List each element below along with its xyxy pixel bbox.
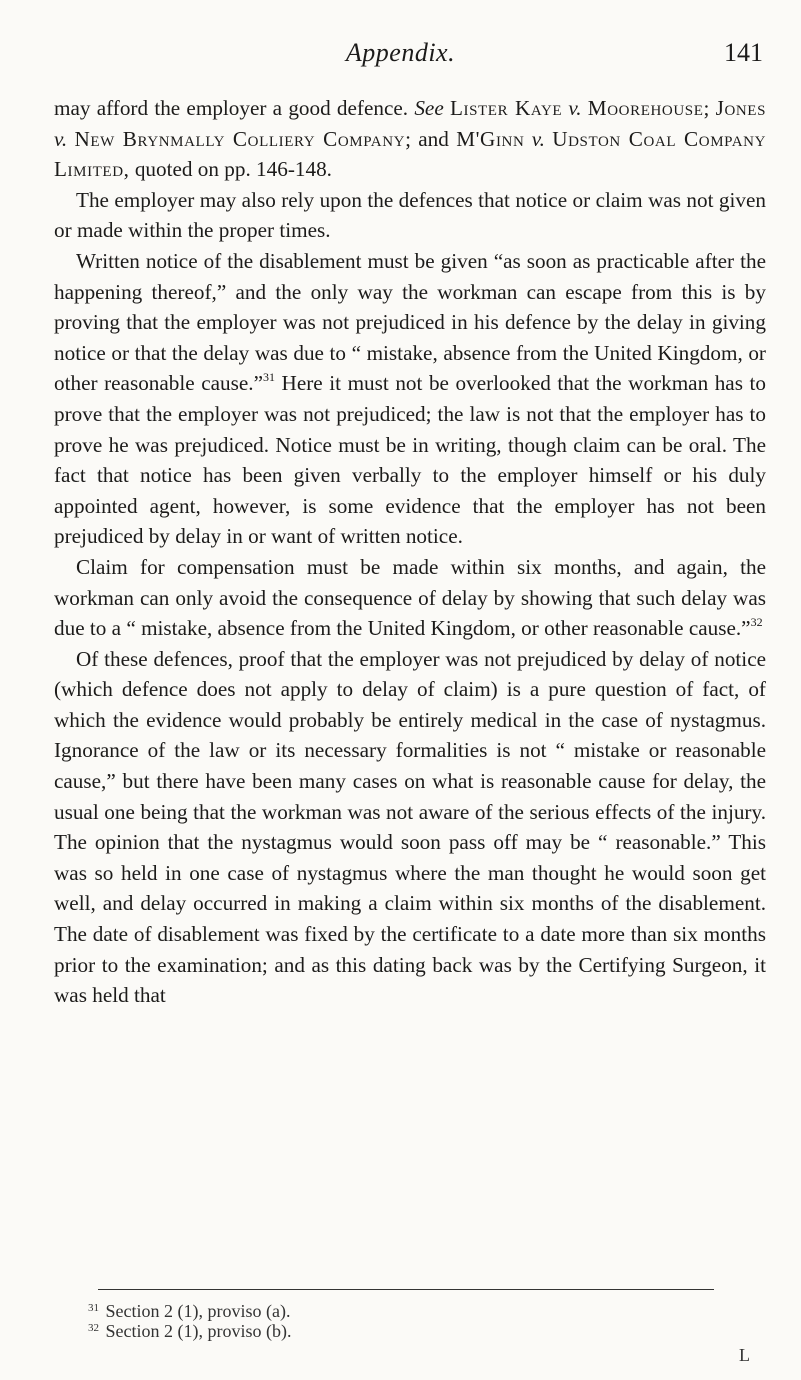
page-number: 141 — [724, 38, 763, 67]
text-run: Here it must not be overlooked that the workman has to prove that the employer was not prejudiced; the law is not that the employer has to prove he was prejudiced. Notice must be in writing, though claim can be oral. The fact that notice has been given verbally to the employer himself or his duly appointed agent, however, is some evidence that the employer has not been prejudiced by delay in or want of written notice. — [54, 371, 766, 549]
versus: v. — [54, 126, 68, 151]
footnote-marker: 31 — [88, 1302, 99, 1314]
text-run: quoted on pp. 146-148. — [129, 157, 332, 182]
case-name: M'Ginn — [456, 126, 525, 151]
case-name: Moorehouse — [587, 96, 704, 120]
case-name: New Brynmally Colliery Company — [74, 126, 406, 151]
text-run: Claim for compensation must be made within six months, and again, the workman can only avoid the consequence of delay by showing that such delay was due to a “ mistake, absence from the United Kingdom, or other reasonable cause.” — [54, 554, 766, 641]
footnote-text: Section 2 (1), proviso (a). — [105, 1301, 291, 1321]
paragraph-4 — [54, 552, 766, 644]
text-run: ; and — [405, 126, 457, 151]
paragraph-1 — [54, 93, 766, 185]
footnote-text: Section 2 (1), proviso (b). — [105, 1321, 292, 1341]
footnote-ref: 31 — [262, 370, 275, 385]
footnote — [88, 1321, 708, 1341]
see-italic: See — [414, 96, 444, 120]
footnote-rule — [98, 1289, 714, 1290]
paragraph-5: Of these defences, proof that the employer was not prejudiced by delay of notice (which defence does not apply to delay of claim) is a pure question of fact, of which the evidence would probably be entirely medical in the case of nystagmus. Ignorance of the law or its necessary formalities is not “ mistake or reasonable cause,” but there have been many cases on what is reasonable cause for delay, the usual one being that the workman was not aware of the serious effects of the injury. The opinion that the nystagmus would soon pass off may be “ reasonable.” This was so held in one case of nystagmus where the man thought he would soon get well, and delay occurred in making a claim within six months of the disablement. The date of disablement was fixed by the certificate to a date more than six months prior to the examination; and as this dating back was by the Certifying Surgeon, it was held that — [54, 646, 766, 1008]
footnote-ref: 32 — [750, 615, 763, 630]
case-name: Udston Coal Company Limited, — [54, 126, 767, 182]
footnote — [88, 1301, 708, 1321]
versus: v. — [531, 126, 545, 151]
paragraph-2: The employer may also rely upon the defences that notice or claim was not given or made within the proper times. — [54, 187, 766, 243]
text-run: ; — [703, 96, 716, 120]
text-run: Written notice of the disablement must be given “as soon as practicable after the happening thereof,” and the only way the workman can escape from this is by proving that the employer was not prejudiced in his defence by the delay in giving notice or that the delay was due to “ mistake, absence from the United Kingdom, or other reasonable cause.” — [54, 248, 766, 396]
signature-mark: L — [739, 1345, 750, 1365]
running-head: Appendix. — [345, 38, 456, 67]
footnotes — [88, 1301, 708, 1341]
case-name: Jones — [715, 96, 767, 120]
page-header — [0, 38, 801, 78]
paragraph-3 — [54, 246, 766, 552]
versus: v. — [568, 96, 582, 120]
footnote-marker: 32 — [88, 1322, 99, 1334]
body-text — [54, 93, 766, 1011]
text-run: may afford the employer a good defence. — [54, 96, 415, 120]
case-name: Lister Kaye — [449, 96, 563, 120]
